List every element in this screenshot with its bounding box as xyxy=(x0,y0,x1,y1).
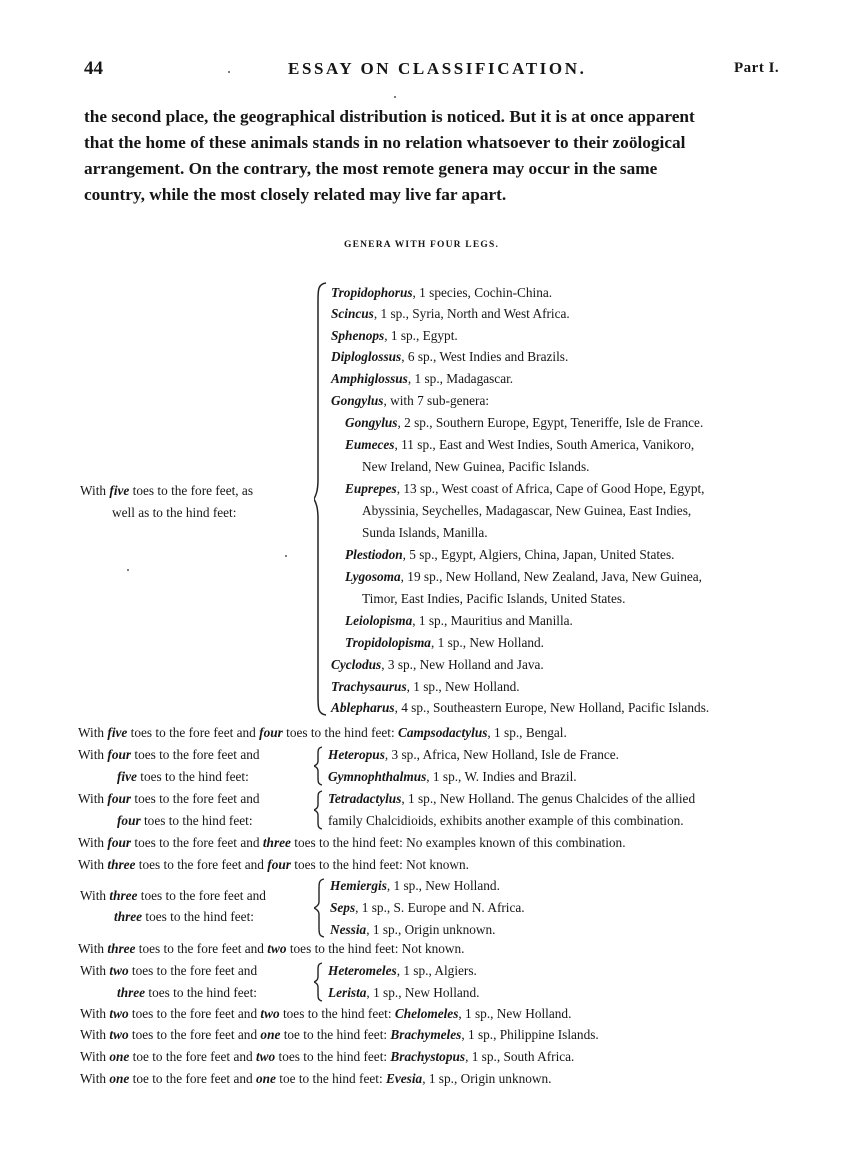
genus-entry: Diploglossus, 6 sp., West Indies and Brazils. xyxy=(331,349,569,364)
combination-row: With one toe to the fore feet and one toe to the hind feet: Evesia, 1 sp., Origin unknown. xyxy=(80,1071,552,1086)
subgenus-entry: Gongylus, 2 sp., Southern Europe, Egypt, Teneriffe, Isle de France. xyxy=(345,415,704,430)
combination-row: With three toes to the fore feet and two toes to the hind feet: Not known. xyxy=(78,941,465,956)
entry-continuation: New Ireland, New Guinea, Pacific Islands. xyxy=(362,459,590,474)
intro-line: the second place, the geographical distribution is noticed. But it is at once apparent xyxy=(84,107,695,126)
intro-line: country, while the most closely related may live far apart. xyxy=(84,185,507,204)
combination-row: With three toes to the fore feet and four toes to the hind feet: Not known. xyxy=(78,857,469,872)
running-title: ESSAY ON CLASSIFICATION. xyxy=(288,59,587,78)
section-heading: GENERA WITH FOUR LEGS. xyxy=(344,240,500,250)
part-label: Part I. xyxy=(734,60,780,76)
intro-line: arrangement. On the contrary, the most remote genera may occur in the same xyxy=(84,159,658,178)
left-brace xyxy=(314,746,324,786)
combination-row: With four toes to the fore feet and three toes to the hind feet: No examples known of this combination. xyxy=(78,835,626,850)
genus-entry: Trachysaurus, 1 sp., New Holland. xyxy=(331,679,520,694)
genus-entry: Cyclodus, 3 sp., New Holland and Java. xyxy=(331,657,544,672)
subgenus-entry: Eumeces, 11 sp., East and West Indies, South America, Vanikoro, xyxy=(345,437,695,452)
genus-entry: Hemiergis, 1 sp., New Holland. xyxy=(330,878,500,893)
group-label-line: With three toes to the fore feet and xyxy=(80,888,266,903)
left-brace xyxy=(314,281,328,717)
genus-entry: Nessia, 1 sp., Origin unknown. xyxy=(330,922,496,937)
genus-entry: Tropidophorus, 1 species, Cochin-China. xyxy=(331,285,553,300)
subgenus-entry: Tropidolopisma, 1 sp., New Holland. xyxy=(345,635,544,650)
combination-row: With one toe to the fore feet and two toes to the hind feet: Brachystopus, 1 sp., South Africa. xyxy=(80,1049,575,1064)
left-brace xyxy=(314,878,326,938)
group-label-line: three toes to the hind feet: xyxy=(117,985,257,1000)
subgenus-entry: Plestiodon, 5 sp., Egypt, Algiers, China, Japan, United States. xyxy=(345,547,675,562)
intro-line: that the home of these animals stands in no relation whatsoever to their zoölogical xyxy=(84,133,686,152)
combination-row: With two toes to the fore feet and one toe to the hind feet: Brachymeles, 1 sp., Philippine Islands. xyxy=(80,1027,599,1042)
genus-entry: Sphenops, 1 sp., Egypt. xyxy=(331,328,458,343)
genus-entry: Amphiglossus, 1 sp., Madagascar. xyxy=(331,371,514,386)
ink-speck xyxy=(228,71,230,73)
group-label-line: five toes to the hind feet: xyxy=(117,769,249,784)
left-brace xyxy=(314,790,324,830)
combination-row: With two toes to the fore feet and two toes to the hind feet: Chelomeles, 1 sp., New Holland. xyxy=(80,1006,572,1021)
group-label-line: With two toes to the fore feet and xyxy=(80,963,258,978)
genus-entry: Tetradactylus, 1 sp., New Holland. The genus Chalcides of the allied xyxy=(328,791,696,806)
genus-entry: Lerista, 1 sp., New Holland. xyxy=(328,985,480,1000)
group-label-line: With five toes to the fore feet, as xyxy=(80,483,254,498)
group-label-line: With four toes to the fore feet and xyxy=(78,791,260,806)
entry-continuation: Timor, East Indies, Pacific Islands, United States. xyxy=(362,591,626,606)
left-brace xyxy=(314,962,324,1002)
group-label-line: four toes to the hind feet: xyxy=(117,813,253,828)
group-label-line: With four toes to the fore feet and xyxy=(78,747,260,762)
ink-speck xyxy=(127,569,129,571)
entry-continuation: Sunda Islands, Manilla. xyxy=(362,525,488,540)
page-number: 44 xyxy=(84,58,103,79)
entry-continuation: Abyssinia, Seychelles, Madagascar, New Guinea, East Indies, xyxy=(362,503,692,518)
group-label-line: well as to the hind feet: xyxy=(112,505,237,520)
genus-entry: Heteropus, 3 sp., Africa, New Holland, Isle de France. xyxy=(328,747,619,762)
subgenus-entry: Euprepes, 13 sp., West coast of Africa, Cape of Good Hope, Egypt, xyxy=(345,481,705,496)
entry-continuation: family Chalcidioids, exhibits another example of this combination. xyxy=(328,813,684,828)
genus-entry: Gongylus, with 7 sub-genera: xyxy=(331,393,490,408)
genus-entry: Heteromeles, 1 sp., Algiers. xyxy=(328,963,477,978)
genus-entry: Gymnophthalmus, 1 sp., W. Indies and Brazil. xyxy=(328,769,577,784)
ink-speck xyxy=(285,555,287,557)
subgenus-entry: Lygosoma, 19 sp., New Holland, New Zealand, Java, New Guinea, xyxy=(345,569,702,584)
genus-entry: Scincus, 1 sp., Syria, North and West Africa. xyxy=(331,306,570,321)
genus-entry: Seps, 1 sp., S. Europe and N. Africa. xyxy=(330,900,525,915)
subgenus-entry: Leiolopisma, 1 sp., Mauritius and Manilla. xyxy=(345,613,573,628)
group-label-line: three toes to the hind feet: xyxy=(114,909,254,924)
ink-speck xyxy=(394,96,396,98)
combination-row: With five toes to the fore feet and four toes to the hind feet: Campsodactylus, 1 sp., Bengal. xyxy=(78,725,567,740)
genus-entry: Ablepharus, 4 sp., Southeastern Europe, New Holland, Pacific Islands. xyxy=(331,700,710,715)
